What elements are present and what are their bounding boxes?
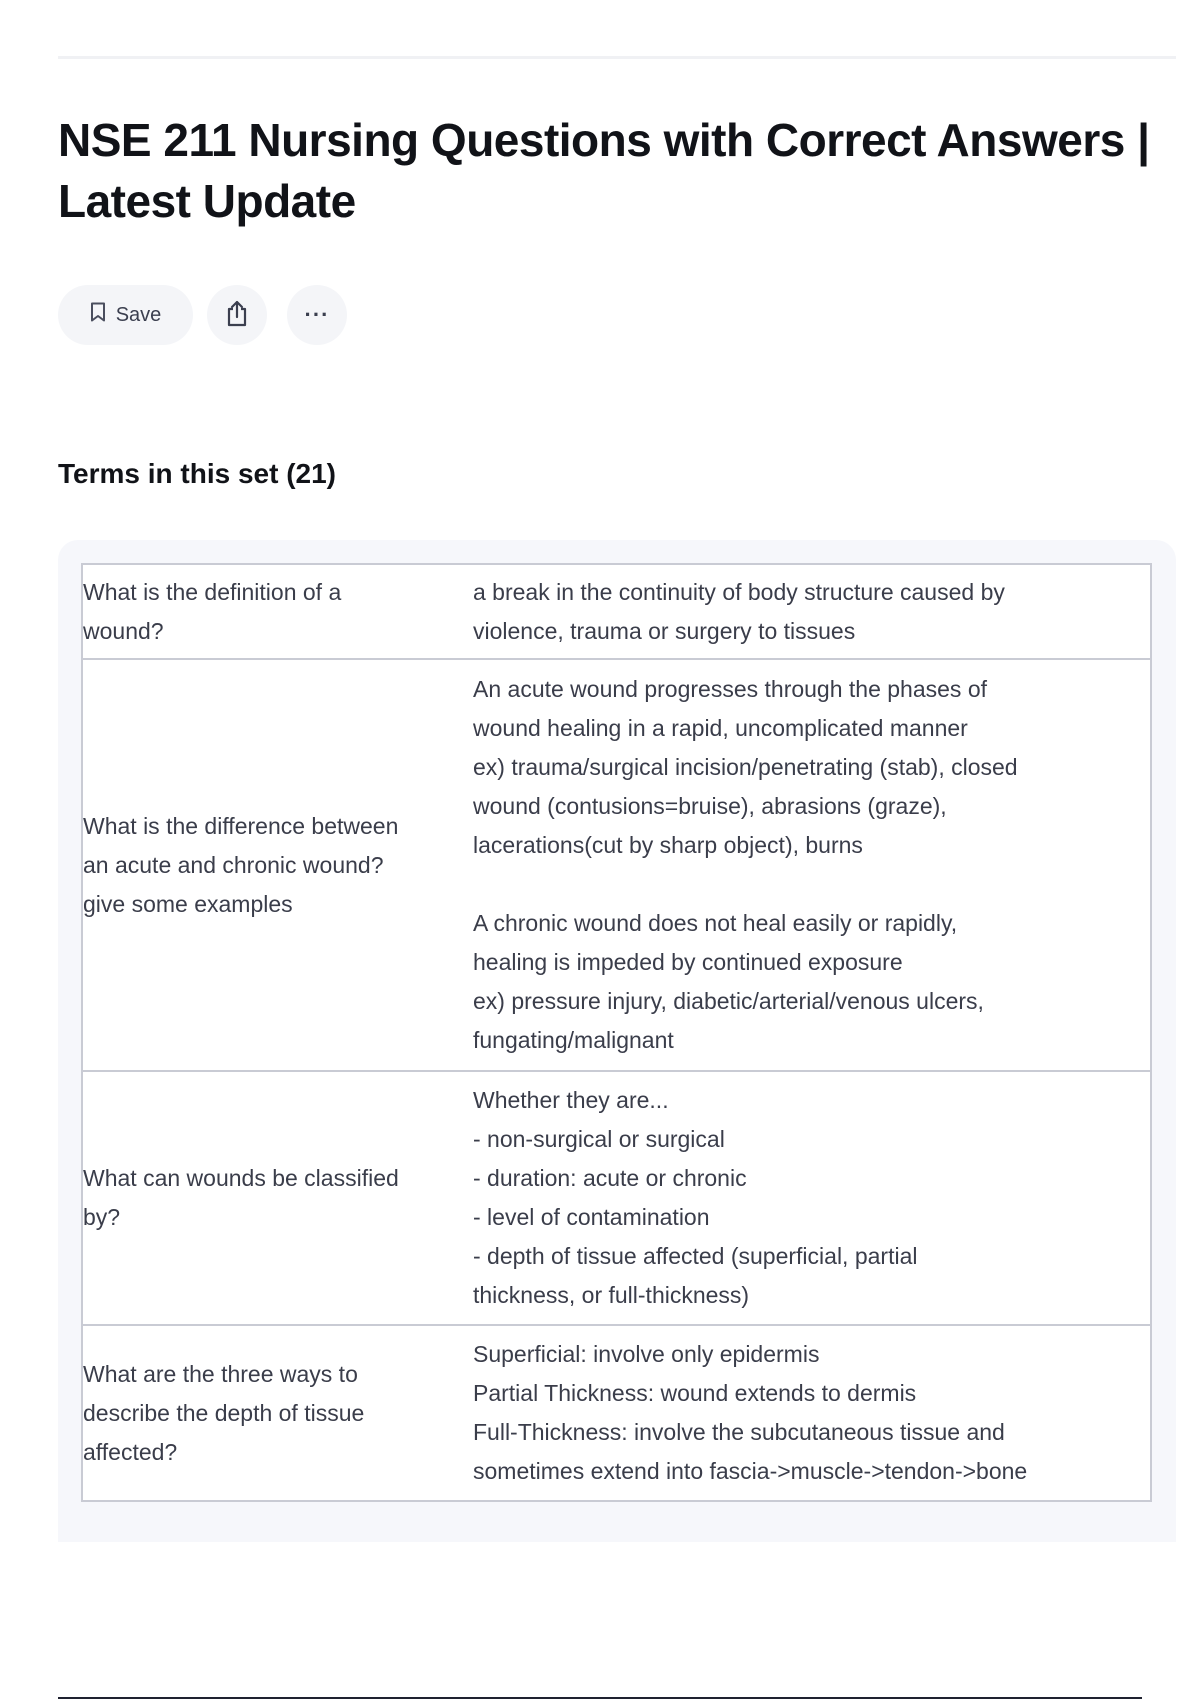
definition-line: sometimes extend into fascia->muscle->tendon->bone xyxy=(473,1458,1028,1484)
term-cell: What are the three ways to describe the depth of tissue affected? xyxy=(82,1325,425,1501)
definition-line: A chronic wound does not heal easily or rapidly, xyxy=(473,910,958,936)
definition-line: Partial Thickness: wound extends to dermis xyxy=(473,1380,917,1406)
definition-line: Superficial: involve only epidermis xyxy=(473,1341,820,1367)
definition-line: thickness, or full-thickness) xyxy=(473,1282,750,1308)
save-button[interactable] xyxy=(58,285,193,345)
top-divider xyxy=(58,56,1176,59)
page-title: NSE 211 Nursing Questions with Correct Answers | Latest Update xyxy=(58,114,1150,227)
definition-line: An acute wound progresses through the phases of xyxy=(473,676,988,702)
terms-heading: Terms in this set (21) xyxy=(58,458,337,489)
bookmark-icon xyxy=(90,302,106,328)
more-icon: ··· xyxy=(304,302,330,327)
definition-line: - duration: acute or chronic xyxy=(473,1165,747,1191)
table-row xyxy=(82,1325,1151,1501)
definition-spacer xyxy=(473,865,1136,904)
definition-line: ex) pressure injury, diabetic/arterial/venous ulcers, xyxy=(473,988,984,1014)
definition-line: healing is impeded by continued exposure xyxy=(473,949,903,975)
definition-line: a break in the continuity of body structure caused by xyxy=(473,578,1005,605)
definition-cell xyxy=(425,1325,1151,1501)
more-options-button[interactable] xyxy=(287,285,347,345)
definition-line: wound (contusions=bruise), abrasions (graze), xyxy=(473,793,947,819)
table-row xyxy=(82,659,1151,1071)
bottom-divider xyxy=(58,1697,1142,1699)
save-label: Save xyxy=(115,303,162,326)
term-cell: What is the definition of a wound? xyxy=(82,564,425,659)
definition-line: fungating/malignant xyxy=(473,1027,674,1053)
term-cell: What can wounds be classified by? xyxy=(82,1071,425,1325)
share-button[interactable] xyxy=(207,285,267,345)
table-row xyxy=(82,564,1151,659)
definition-cell xyxy=(425,1071,1151,1325)
table-row xyxy=(82,1071,1151,1325)
definition-line: - non-surgical or surgical xyxy=(473,1126,725,1152)
terms-table xyxy=(81,563,1152,1502)
action-bar xyxy=(58,285,347,345)
share-icon xyxy=(224,299,250,332)
definition-line: wound healing in a rapid, uncomplicated manner xyxy=(473,715,968,741)
definition-line: Whether they are... xyxy=(473,1087,669,1113)
definition-line: - level of contamination xyxy=(473,1204,710,1230)
definition-line: ex) trauma/surgical incision/penetrating (stab), closed xyxy=(473,754,1018,780)
term-cell: What is the difference between an acute and chronic wound? give some examples xyxy=(82,659,425,1071)
definition-cell xyxy=(425,564,1151,659)
definition-line: lacerations(cut by sharp object), burns xyxy=(473,832,863,858)
definition-line: Full-Thickness: involve the subcutaneous tissue and xyxy=(473,1419,1005,1445)
definition-cell xyxy=(425,659,1151,1071)
definition-line: - depth of tissue affected (superficial, partial xyxy=(473,1243,918,1269)
definition-line: violence, trauma or surgery to tissues xyxy=(473,617,856,644)
